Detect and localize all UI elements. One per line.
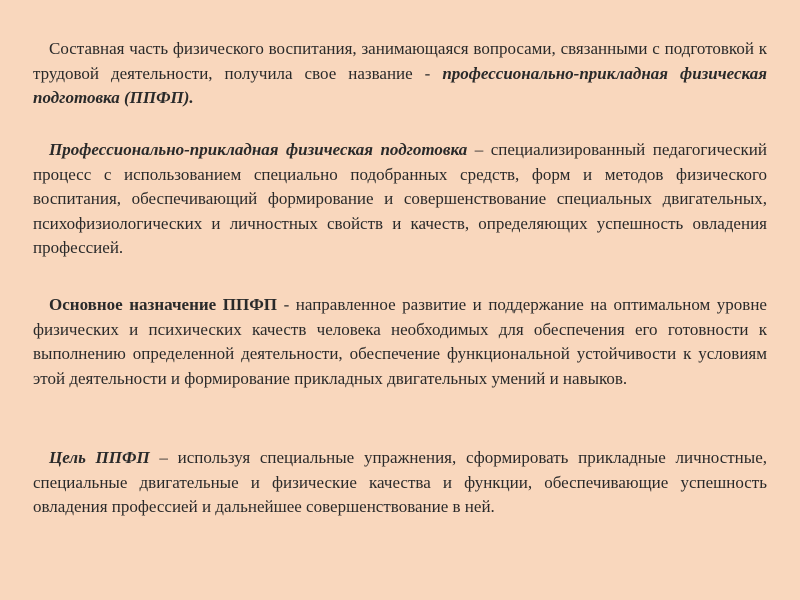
paragraph-lead-term: Профессионально-прикладная физическая подготовка <box>49 140 468 159</box>
paragraph-ppfp-definition-intro <box>33 37 767 111</box>
paragraph-text: – используя специальные упражнения, сформировать прикладные личностные, специальные двигательные и физические качества и функции, обеспечивающие успешность овладения профессией и дальнейшее совершенствование в ней. <box>33 448 767 516</box>
paragraph-ppfp-goal <box>33 446 767 520</box>
paragraph-text: Составная часть физического воспитания, занимающаяся вопросами, связанными с подготовкой к трудовой деятельности, получила свое название - <box>33 39 767 83</box>
paragraph-text: - направленное развитие и поддержание на оптимальном уровне физических и психических качеств человека необходимых для обеспечения его готовности к выполнению определенной деятельности, обеспечение функциональной устойчивости к условиям этой деятельности и формирование прикладных двигательных умений и навыков. <box>33 295 767 388</box>
paragraph-lead-term: Основное назначение ППФП <box>49 295 278 314</box>
ppfp-term: профессионально-прикладная физическая подготовка (ППФП). <box>33 63 767 107</box>
paragraph-text: – специализированный педагогический процесс с использованием специально подобранных средств, форм и методов физического воспитания, обеспечивающий формирование и совершенствование специальных двигательных, психофизиологических и личностных свойств и качеств, определяющих успешность овладения профессией. <box>33 140 768 257</box>
paragraph-ppfp-purpose <box>33 293 767 391</box>
paragraph-lead-term: Цель ППФП <box>49 448 150 467</box>
paragraph-ppfp-definition <box>33 138 767 261</box>
